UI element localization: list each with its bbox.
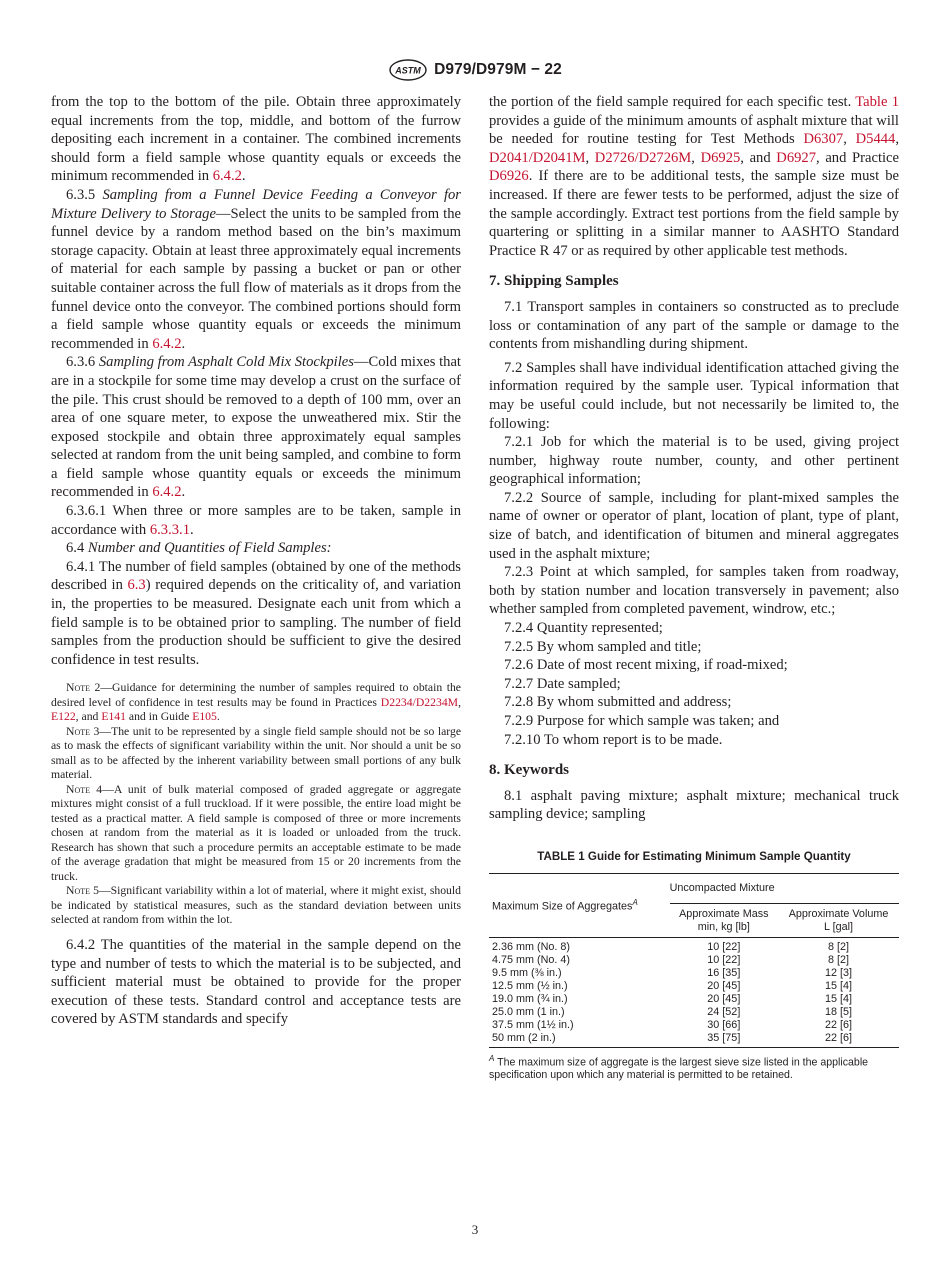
- table-row: [489, 993, 899, 1006]
- heading-6-3-5: Sampling from a Funnel Device Feeding a Conveyor for Mixture Delivery to Storage: [51, 186, 461, 222]
- astm-logo-icon: [388, 59, 428, 81]
- document-id: D979/D979M − 22: [434, 61, 562, 78]
- paragraph-6-4-2: 6.4.2 The quantities of the material in the sample depend on the type and number of tests to which the material is to be subjected, and sufficient material must be obtained to provide for the proper execution of these tests. Standard control and acceptance tests are covered by ASTM standards and specify: [51, 936, 461, 1028]
- table-cell-volume: 18 [5]: [825, 1005, 853, 1018]
- link-d6926[interactable]: D6926: [489, 168, 529, 185]
- note-3: Note 3—The unit to be represented by a single field sample should not be so large as to mask the effects of significant variability within the unit. Nor should a unit be so small as to be affected by the inherent variability between small portions of any bulk material.: [51, 724, 462, 782]
- heading-6-4: Number and Quantities of Field Samples:: [87, 540, 332, 557]
- table-cell-volume: 22 [6]: [825, 1018, 853, 1031]
- table-row: [489, 967, 899, 980]
- paragraph-7-2-8: 7.2.8 By whom submitted and address;: [504, 694, 732, 711]
- table-header-volume: Approximate Volume L [gal]: [778, 903, 899, 937]
- link-e141[interactable]: E141: [101, 710, 126, 724]
- note-5: Note 5—Significant variability within a lot of material, where it might exist, should be indicated by statistical measures, such as the standard deviation between units selected at random from within the lot.: [51, 884, 461, 927]
- table-row: [489, 937, 899, 954]
- table-header-mass: Approximate Mass min, kg [lb]: [670, 903, 779, 937]
- table-cell-size: 12.5 mm (½ in.): [492, 979, 568, 992]
- paragraph-6-3-5: 6.3.5 Sampling from a Funnel Device Feeding a Conveyor for Mixture Delivery to Storage—Select the units to be sampled from the funnel device by a random method based on the bin’s maximum storage capacity. Obtain at least three approximately equal increments of material for each sample by passing a bucket or pan or other suitable container across the full flow of materials as it drops from the funnel device onto the conveyor. The combined portions should form a field sample whose quantity equals or exceeds the minimum recommended in 6.4.2.: [51, 186, 461, 352]
- paragraph-7-2-10: 7.2.10 To whom report is to be made.: [504, 731, 723, 748]
- table-row: [489, 1032, 899, 1048]
- table-cell-volume: 8 [2]: [828, 940, 850, 953]
- table-cell-volume: 15 [4]: [825, 992, 853, 1005]
- table-cell-mass: 20 [45]: [707, 979, 741, 992]
- table-cell-size: 4.75 mm (No. 4): [492, 953, 570, 966]
- paragraph-7-2-7: 7.2.7 Date sampled;: [504, 675, 621, 692]
- link-6-4-2[interactable]: 6.4.2: [152, 484, 182, 501]
- table-cell-mass: 30 [66]: [707, 1018, 741, 1031]
- link-d6307[interactable]: D6307: [803, 131, 844, 148]
- heading-6-3-6: Sampling from Asphalt Cold Mix Stockpiles: [98, 354, 354, 371]
- link-6-4-2[interactable]: 6.4.2: [212, 168, 242, 185]
- table-cell-size: 19.0 mm (¾ in.): [492, 992, 568, 1005]
- paragraph-7-2-5: 7.2.5 By whom sampled and title;: [504, 638, 702, 655]
- paragraph-7-2-4: 7.2.4 Quantity represented;: [504, 620, 663, 637]
- paragraph-8-1: 8.1 asphalt paving mixture; asphalt mixture; mechanical truck sampling device; sampling: [489, 787, 899, 823]
- table-1-title: TABLE 1 Guide for Estimating Minimum Sample Quantity: [537, 849, 851, 863]
- section-heading-8: 8. Keywords: [489, 762, 569, 779]
- table-1: [489, 848, 899, 1082]
- note-2: Note 2—Guidance for determining the number of samples required to obtain the desired level of confidence in test results may be found in Practices D2234/D2234M, E122, and E141 and in Guide E105.: [51, 681, 461, 724]
- table-cell-mass: 35 [75]: [707, 1031, 741, 1044]
- page-header: [0, 58, 950, 82]
- note-4: Note 4—A unit of bulk material composed of graded aggregate or aggregate mixtures might consist of a full truckload. If it were possible, the entire load might be tested as a practical matter. A field sample is composed of three or more increments chosen at random from the material as it is loaded or unloaded from the truck. Research has shown that such a procedure permits an acceptable estimate to be made of the average gradation that might be measured from 15 or 20 increments from the truck.: [51, 782, 461, 883]
- table-cell-size: 50 mm (2 in.): [492, 1031, 556, 1044]
- paragraph-test-methods: the portion of the field sample required for each specific test. Table 1 provides a guide of the minimum amounts of asphalt mixture that will be needed for routine testing for Test Methods D6307, D5444, D2041/D2041M, D2726/D2726M, D6925, and D6927, and Practice D6926. If there are to be additional tests, the sample size must be increased. If there are fewer tests to be performed, adjust the size of the sample accordingly. Extract test portions from the field sample by quartering or splitting in a similar manner to AASHTO Standard Practice R 47 or as required by other applicable test methods.: [489, 94, 900, 259]
- link-d6927[interactable]: D6927: [776, 149, 817, 166]
- table-1-grid: [489, 873, 899, 1048]
- table-header-uncompacted: Uncompacted Mixture: [670, 873, 899, 903]
- table-cell-volume: 8 [2]: [828, 953, 850, 966]
- link-d2041[interactable]: D2041/D2041M: [489, 149, 586, 166]
- link-table-1[interactable]: Table 1: [855, 94, 900, 110]
- table-row: [489, 954, 899, 967]
- table-header-max-size: Maximum Size of Aggregates$^A$: [489, 873, 670, 937]
- link-e105[interactable]: E105: [192, 710, 217, 724]
- paragraph-6-3-6: 6.3.6 Sampling from Asphalt Cold Mix Stockpiles—Cold mixes that are in a stockpile for some time may develop a crust on the surface of the pile. This crust should be removed to a depth of 100 mm, over an area of one square meter, to expose the unweathered mix. Stir the exposed stockpile and obtain three approximately equal samples selected at random from the unit being sampled, and combine to form a field sample whose quantity equals or exceeds the minimum recommended in 6.4.2.: [51, 354, 461, 501]
- paragraph-7-2-6: 7.2.6 Date of most recent mixing, if road-mixed;: [504, 657, 788, 674]
- page-number: 3: [471, 1222, 479, 1237]
- paragraph-7-2-3: 7.2.3 Point at which sampled, for samples taken from roadway, both by station number and location transversely in pavement; also whether sampled from completed pavement, windrow, etc.;: [489, 564, 899, 618]
- table-row: [489, 1019, 899, 1032]
- paragraph-6-4: 6.4 Number and Quantities of Field Samples:: [66, 540, 332, 557]
- paragraph-6-3-6-1: 6.3.6.1 When three or more samples are to be taken, sample in accordance with 6.3.3.1.: [51, 503, 461, 538]
- paragraph-7-2-2: 7.2.2 Source of sample, including for plant-mixed samples the name of owner or operator of plant, location of plant, type of plant, size of batch, and identification of bitumen and mineral aggregates used in the asphalt mixture;: [489, 489, 899, 562]
- section-heading-7: 7. Shipping Samples: [489, 273, 619, 290]
- table-cell-mass: 10 [22]: [707, 953, 741, 966]
- table-cell-size: 25.0 mm (1 in.): [492, 1005, 565, 1018]
- right-column: [489, 93, 899, 1082]
- notes-block: [51, 681, 461, 928]
- table-cell-size: 37.5 mm (1½ in.): [492, 1018, 574, 1031]
- link-6-4-2[interactable]: 6.4.2: [152, 335, 182, 352]
- table-cell-mass: 16 [35]: [707, 966, 741, 979]
- link-d5444[interactable]: D5444: [855, 131, 896, 148]
- table-row: [489, 1006, 899, 1019]
- paragraph-7-1: 7.1 Transport samples in containers so constructed as to preclude loss or contamination of any part of the sample or damage to the contents from mishandling during shipment.: [489, 298, 899, 353]
- table-cell-mass: 24 [52]: [707, 1005, 741, 1018]
- link-d2234[interactable]: D2234/D2234M: [380, 695, 459, 709]
- table-cell-volume: 15 [4]: [825, 979, 853, 992]
- paragraph-7-2-1: 7.2.1 Job for which the material is to be used, giving project number, highway route number, county, and other pertinent geographical information;: [489, 434, 899, 488]
- link-6-3-3-1[interactable]: 6.3.3.1: [149, 521, 190, 538]
- table-1-body: [489, 937, 899, 1047]
- table-cell-mass: 20 [45]: [707, 992, 741, 1005]
- table-cell-volume: 12 [3]: [825, 966, 853, 979]
- paragraph-6-4-1: 6.4.1 The number of field samples (obtained by one of the methods described in 6.3) required depends on the criticality of, and variation in, the properties to be measured. Designate each unit from which a field sample is to be obtained prior to sampling. The number of field samples from the production should be sufficient to give the desired confidence in test results.: [51, 558, 461, 668]
- table-cell-mass: 10 [22]: [707, 940, 741, 953]
- svg-text:ASTM: ASTM: [395, 65, 421, 76]
- table-1-footnote: $^A$ The maximum size of aggregate is the largest sieve size listed in the applicable specification upon which any material is permitted to be retained.: [489, 1053, 869, 1082]
- link-d2726[interactable]: D2726/D2726M: [594, 149, 692, 166]
- link-e122[interactable]: E122: [51, 710, 76, 724]
- table-row: [489, 980, 899, 993]
- left-column: [51, 93, 461, 1029]
- table-cell-size: 9.5 mm (⅜ in.): [492, 966, 562, 979]
- link-6-3[interactable]: 6.3: [127, 577, 146, 594]
- paragraph-pile-sampling: from the top to the bottom of the pile. Obtain three approximately equal increments from the top, middle, and bottom of the furrow depositing each increment in a container. The combined increments should form a field sample whose quantity equals or exceeds the minimum recommended in 6.4.2.: [51, 94, 461, 185]
- paragraph-7-2: 7.2 Samples shall have individual identification attached giving the information required by the sample user. Typical information that may be useful could include, but not necessarily be limited to, the following:: [489, 359, 899, 432]
- link-d6925[interactable]: D6925: [700, 149, 741, 166]
- table-cell-volume: 22 [6]: [825, 1031, 853, 1044]
- paragraph-7-2-9: 7.2.9 Purpose for which sample was taken; and: [504, 713, 780, 729]
- table-cell-size: 2.36 mm (No. 8): [492, 940, 570, 953]
